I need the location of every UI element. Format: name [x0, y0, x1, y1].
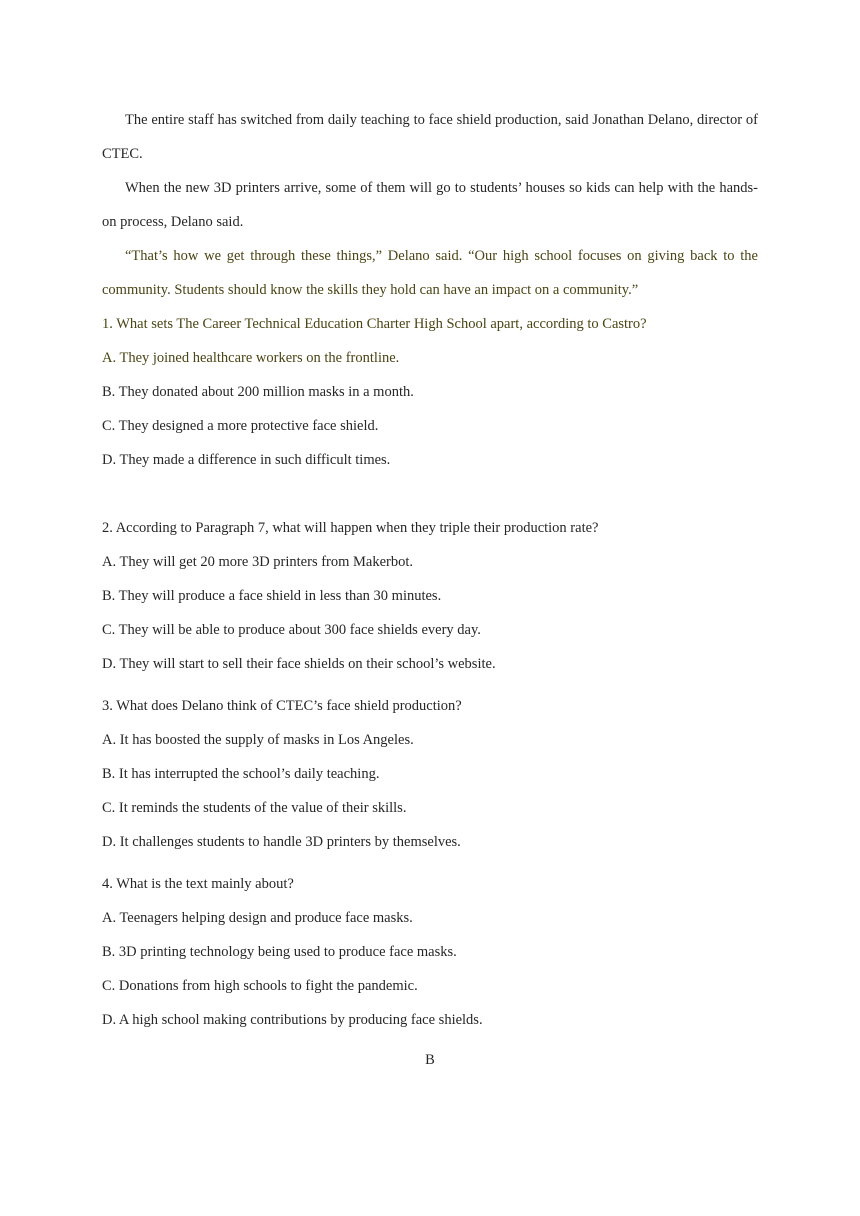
question-4-stem: 4. What is the text mainly about? — [102, 876, 294, 892]
passage-paragraph-2: When the new 3D printers arrive, some of them will go to students’ houses so kids can help with the hands-on process, Delano said. — [102, 180, 758, 230]
spacer — [102, 681, 758, 689]
question-4 — [102, 867, 758, 1037]
passage-paragraph-3: “That’s how we get through these things,” Delano said. “Our high school focuses on giving back to the community. Students should know the skills they hold can have an impact on a community.” — [102, 248, 758, 298]
passage-paragraph-1: The entire staff has switched from daily teaching to face shield production, said Jonathan Delano, director of CTEC. — [102, 112, 758, 162]
section-label-b: B — [425, 1052, 435, 1068]
question-4-option-c: C. Donations from high schools to fight the pandemic. — [102, 978, 418, 994]
question-2 — [102, 511, 758, 681]
question-2-option-d: D. They will start to sell their face shields on their school’s website. — [102, 656, 496, 672]
question-1-stem: 1. What sets The Career Technical Education Charter High School apart, according to Castro? — [102, 316, 647, 332]
question-3-option-b: B. It has interrupted the school’s daily teaching. — [102, 766, 380, 782]
question-1-option-a: A. They joined healthcare workers on the frontline. — [102, 350, 400, 366]
question-2-option-a: A. They will get 20 more 3D printers from Makerbot. — [102, 554, 414, 570]
question-4-option-a: A. Teenagers helping design and produce face masks. — [102, 910, 413, 926]
question-3-option-d: D. It challenges students to handle 3D printers by themselves. — [102, 834, 461, 850]
question-1 — [102, 307, 758, 477]
question-3 — [102, 689, 758, 859]
spacer — [102, 477, 758, 511]
question-2-option-c: C. They will be able to produce about 300 face shields every day. — [102, 622, 481, 638]
spacer — [102, 859, 758, 867]
question-3-stem: 3. What does Delano think of CTEC’s face shield production? — [102, 698, 462, 714]
question-1-option-d: D. They made a difference in such difficult times. — [102, 452, 391, 468]
question-1-option-c: C. They designed a more protective face shield. — [102, 418, 379, 434]
question-3-option-a: A. It has boosted the supply of masks in Los Angeles. — [102, 732, 414, 748]
question-1-option-b: B. They donated about 200 million masks in a month. — [102, 384, 414, 400]
question-2-option-b: B. They will produce a face shield in less than 30 minutes. — [102, 588, 442, 604]
document-page — [102, 103, 758, 1077]
question-2-stem: 2. According to Paragraph 7, what will happen when they triple their production rate? — [102, 520, 599, 536]
question-4-option-b: B. 3D printing technology being used to produce face masks. — [102, 944, 457, 960]
question-4-option-d: D. A high school making contributions by producing face shields. — [102, 1012, 483, 1028]
question-3-option-c: C. It reminds the students of the value of their skills. — [102, 800, 407, 816]
